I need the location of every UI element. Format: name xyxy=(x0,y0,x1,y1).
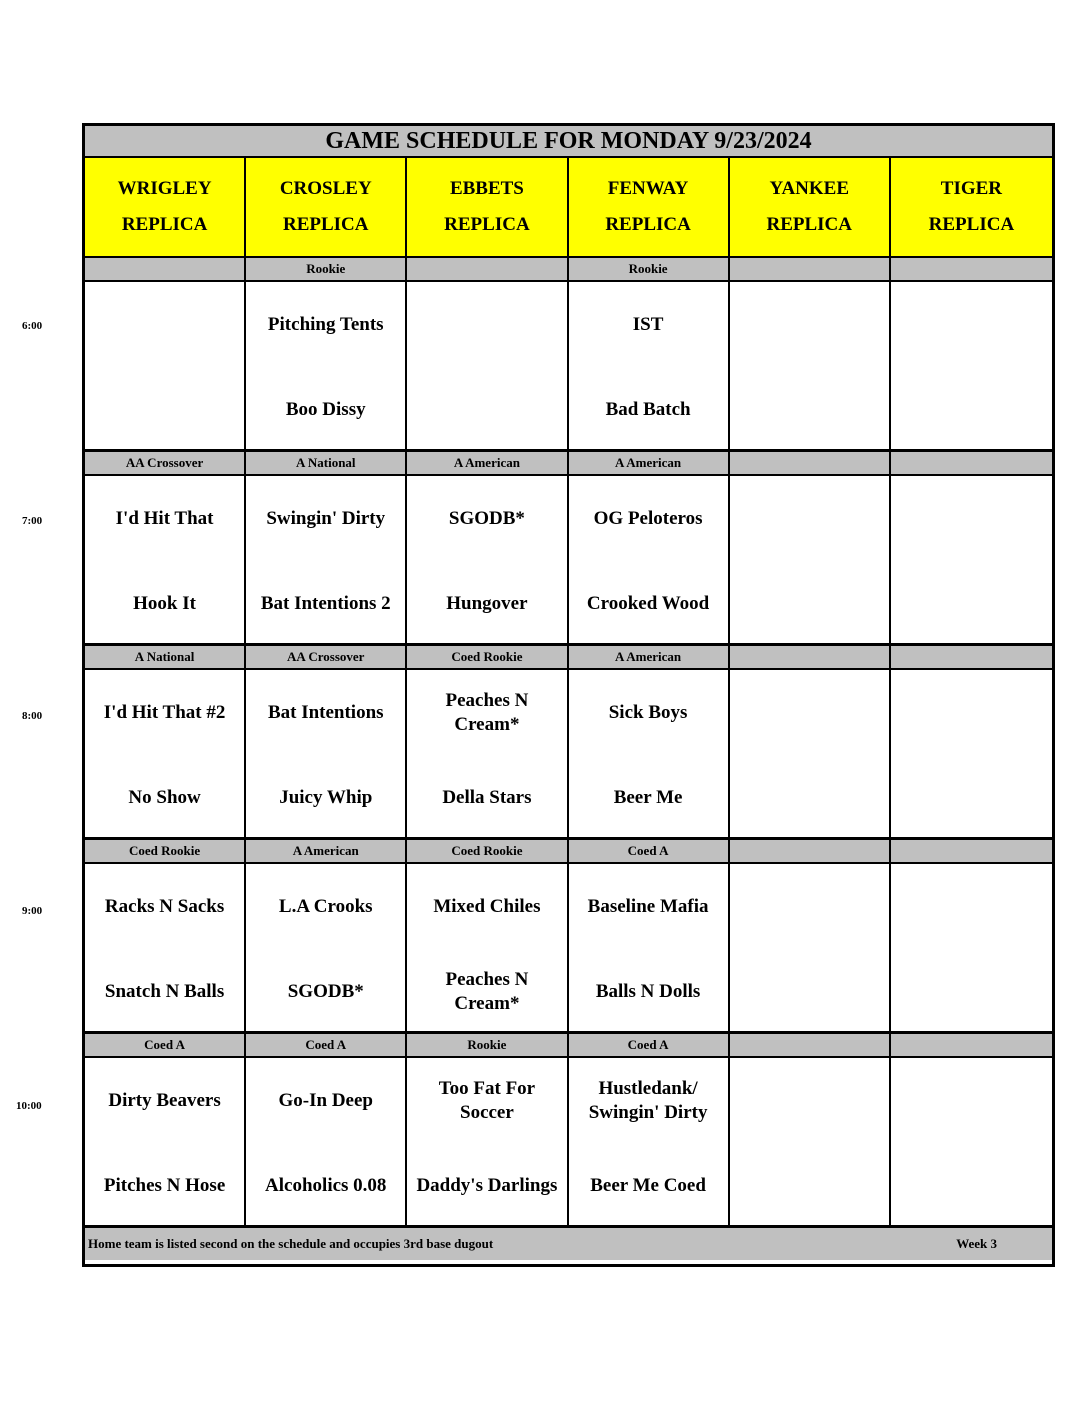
game-cell xyxy=(246,476,407,646)
game-cell xyxy=(569,864,730,1034)
away-team: IST xyxy=(632,314,664,335)
division-label: Rookie xyxy=(407,1034,568,1058)
home-team: Bad Batch xyxy=(605,399,691,420)
home-team xyxy=(85,385,244,435)
field-subtitle: REPLICA xyxy=(444,214,530,235)
home-team: Della Stars xyxy=(442,787,532,808)
game-cell xyxy=(891,282,1052,452)
field-subtitle: REPLICA xyxy=(928,214,1015,235)
away-team xyxy=(891,494,1052,544)
away-team: Swingin' Dirty xyxy=(266,508,386,529)
away-team xyxy=(85,300,244,350)
game-cell xyxy=(407,476,568,646)
division-label: Rookie xyxy=(246,258,407,282)
home-team xyxy=(730,773,889,823)
away-team xyxy=(891,300,1052,350)
division-label: Coed Rookie xyxy=(85,840,246,864)
game-cell xyxy=(407,670,568,840)
away-team: Mixed Chiles xyxy=(433,896,541,917)
away-team: L.A Crooks xyxy=(278,896,373,917)
division-label: Coed A xyxy=(246,1034,407,1058)
division-label xyxy=(891,646,1052,670)
game-cell xyxy=(730,864,891,1034)
field-subtitle: REPLICA xyxy=(282,214,369,235)
home-team xyxy=(407,385,566,435)
division-label xyxy=(730,1034,891,1058)
away-team: Peaches N Cream* xyxy=(445,690,529,735)
division-label: Coed A xyxy=(85,1034,246,1058)
division-label: A American xyxy=(407,452,568,476)
schedule-table xyxy=(82,123,1055,1267)
away-team xyxy=(730,300,889,350)
game-cell xyxy=(569,282,730,452)
field-subtitle: REPLICA xyxy=(766,214,852,235)
division-label xyxy=(730,258,891,282)
home-team xyxy=(730,1161,889,1211)
game-cell xyxy=(891,476,1052,646)
game-cell xyxy=(569,670,730,840)
division-label: AA Crossover xyxy=(85,452,246,476)
game-cell xyxy=(407,1058,568,1228)
field-name: CROSLEY xyxy=(279,178,372,199)
home-team: Beer Me xyxy=(613,787,683,808)
field-header-0 xyxy=(85,158,246,258)
home-team: Juicy Whip xyxy=(279,787,373,808)
field-subtitle: REPLICA xyxy=(605,214,691,235)
division-label xyxy=(891,258,1052,282)
home-team: Alcoholics 0.08 xyxy=(265,1175,387,1196)
game-cell xyxy=(85,282,246,452)
footer-note: Home team is listed second on the schedule and occupies 3rd base dugout xyxy=(88,1236,494,1251)
field-name: YANKEE xyxy=(769,178,850,199)
home-team: Hungover xyxy=(446,593,528,614)
game-cell xyxy=(85,1058,246,1228)
home-team: Beer Me Coed xyxy=(590,1175,706,1196)
time-label: 9:00 xyxy=(22,905,43,917)
home-team xyxy=(891,967,1052,1017)
home-team xyxy=(891,1161,1052,1211)
away-team xyxy=(407,300,566,350)
schedule-footer xyxy=(85,1228,1052,1260)
home-team: SGODB* xyxy=(287,981,364,1002)
field-header-5 xyxy=(891,158,1052,258)
away-team xyxy=(891,688,1052,738)
game-cell xyxy=(569,1058,730,1228)
division-label: Coed Rookie xyxy=(407,840,568,864)
time-label: 10:00 xyxy=(16,1100,42,1112)
division-label: Coed A xyxy=(569,1034,730,1058)
field-name: TIGER xyxy=(940,178,1003,199)
home-team xyxy=(891,579,1052,629)
away-team: SGODB* xyxy=(448,508,525,529)
field-subtitle: REPLICA xyxy=(121,214,208,235)
game-cell xyxy=(246,1058,407,1228)
division-label: Coed A xyxy=(569,840,730,864)
game-cell xyxy=(730,1058,891,1228)
field-header-2 xyxy=(407,158,568,258)
division-label xyxy=(730,840,891,864)
away-team xyxy=(730,688,889,738)
division-label xyxy=(730,452,891,476)
field-name: FENWAY xyxy=(607,178,689,199)
home-team: Bat Intentions 2 xyxy=(260,593,391,614)
field-header-1 xyxy=(246,158,407,258)
game-cell xyxy=(891,1058,1052,1228)
game-cell xyxy=(246,282,407,452)
home-team: No Show xyxy=(128,787,201,808)
game-cell xyxy=(891,670,1052,840)
field-name: EBBETS xyxy=(449,178,524,199)
division-label xyxy=(891,840,1052,864)
home-team xyxy=(730,967,889,1017)
away-team: I'd Hit That #2 xyxy=(103,702,226,723)
division-label: A American xyxy=(569,646,730,670)
game-cell xyxy=(246,670,407,840)
game-cell xyxy=(407,282,568,452)
home-team: Snatch N Balls xyxy=(104,981,225,1002)
away-team: Bat Intentions xyxy=(267,702,384,723)
away-team xyxy=(730,882,889,932)
division-label: A American xyxy=(246,840,407,864)
field-header-3 xyxy=(569,158,730,258)
game-cell xyxy=(85,864,246,1034)
away-team: Go-In Deep xyxy=(278,1090,373,1111)
schedule-title: GAME SCHEDULE FOR MONDAY 9/23/2024 xyxy=(85,126,1052,158)
game-cell xyxy=(891,864,1052,1034)
away-team xyxy=(891,882,1052,932)
division-label: Coed Rookie xyxy=(407,646,568,670)
home-team xyxy=(730,579,889,629)
week-label: Week 3 xyxy=(956,1236,997,1251)
away-team: Hustledank/ Swingin' Dirty xyxy=(588,1078,708,1123)
field-name: WRIGLEY xyxy=(117,178,212,199)
division-label xyxy=(891,452,1052,476)
home-team: Peaches N Cream* xyxy=(445,969,529,1014)
home-team xyxy=(891,385,1052,435)
field-header-4 xyxy=(730,158,891,258)
away-team: Too Fat For Soccer xyxy=(438,1078,536,1123)
away-team: Dirty Beavers xyxy=(108,1090,221,1111)
division-label xyxy=(407,258,568,282)
home-team xyxy=(891,773,1052,823)
division-label: A American xyxy=(569,452,730,476)
away-team: Racks N Sacks xyxy=(104,896,225,917)
away-team xyxy=(730,1076,889,1126)
game-cell xyxy=(85,670,246,840)
away-team xyxy=(730,494,889,544)
division-label xyxy=(891,1034,1052,1058)
division-label xyxy=(85,258,246,282)
home-team: Balls N Dolls xyxy=(595,981,701,1002)
division-label xyxy=(730,646,891,670)
away-team: OG Peloteros xyxy=(593,508,703,529)
game-cell xyxy=(85,476,246,646)
home-team: Crooked Wood xyxy=(586,593,710,614)
division-label: A National xyxy=(246,452,407,476)
away-team xyxy=(891,1076,1052,1126)
home-team: Boo Dissy xyxy=(285,399,366,420)
home-team: Daddy's Darlings xyxy=(416,1175,558,1196)
division-label: A National xyxy=(85,646,246,670)
time-label: 6:00 xyxy=(22,320,43,332)
game-cell xyxy=(569,476,730,646)
division-label: AA Crossover xyxy=(246,646,407,670)
away-team: Sick Boys xyxy=(608,702,688,723)
game-cell xyxy=(730,476,891,646)
home-team xyxy=(730,385,889,435)
away-team: Baseline Mafia xyxy=(587,896,709,917)
home-team: Pitches N Hose xyxy=(103,1175,226,1196)
time-label: 7:00 xyxy=(22,515,43,527)
away-team: I'd Hit That xyxy=(115,508,214,529)
game-cell xyxy=(246,864,407,1034)
time-label: 8:00 xyxy=(22,710,43,722)
home-team: Hook It xyxy=(133,593,196,614)
away-team: Pitching Tents xyxy=(267,314,384,335)
game-cell xyxy=(730,282,891,452)
game-cell xyxy=(730,670,891,840)
division-label: Rookie xyxy=(569,258,730,282)
game-cell xyxy=(407,864,568,1034)
